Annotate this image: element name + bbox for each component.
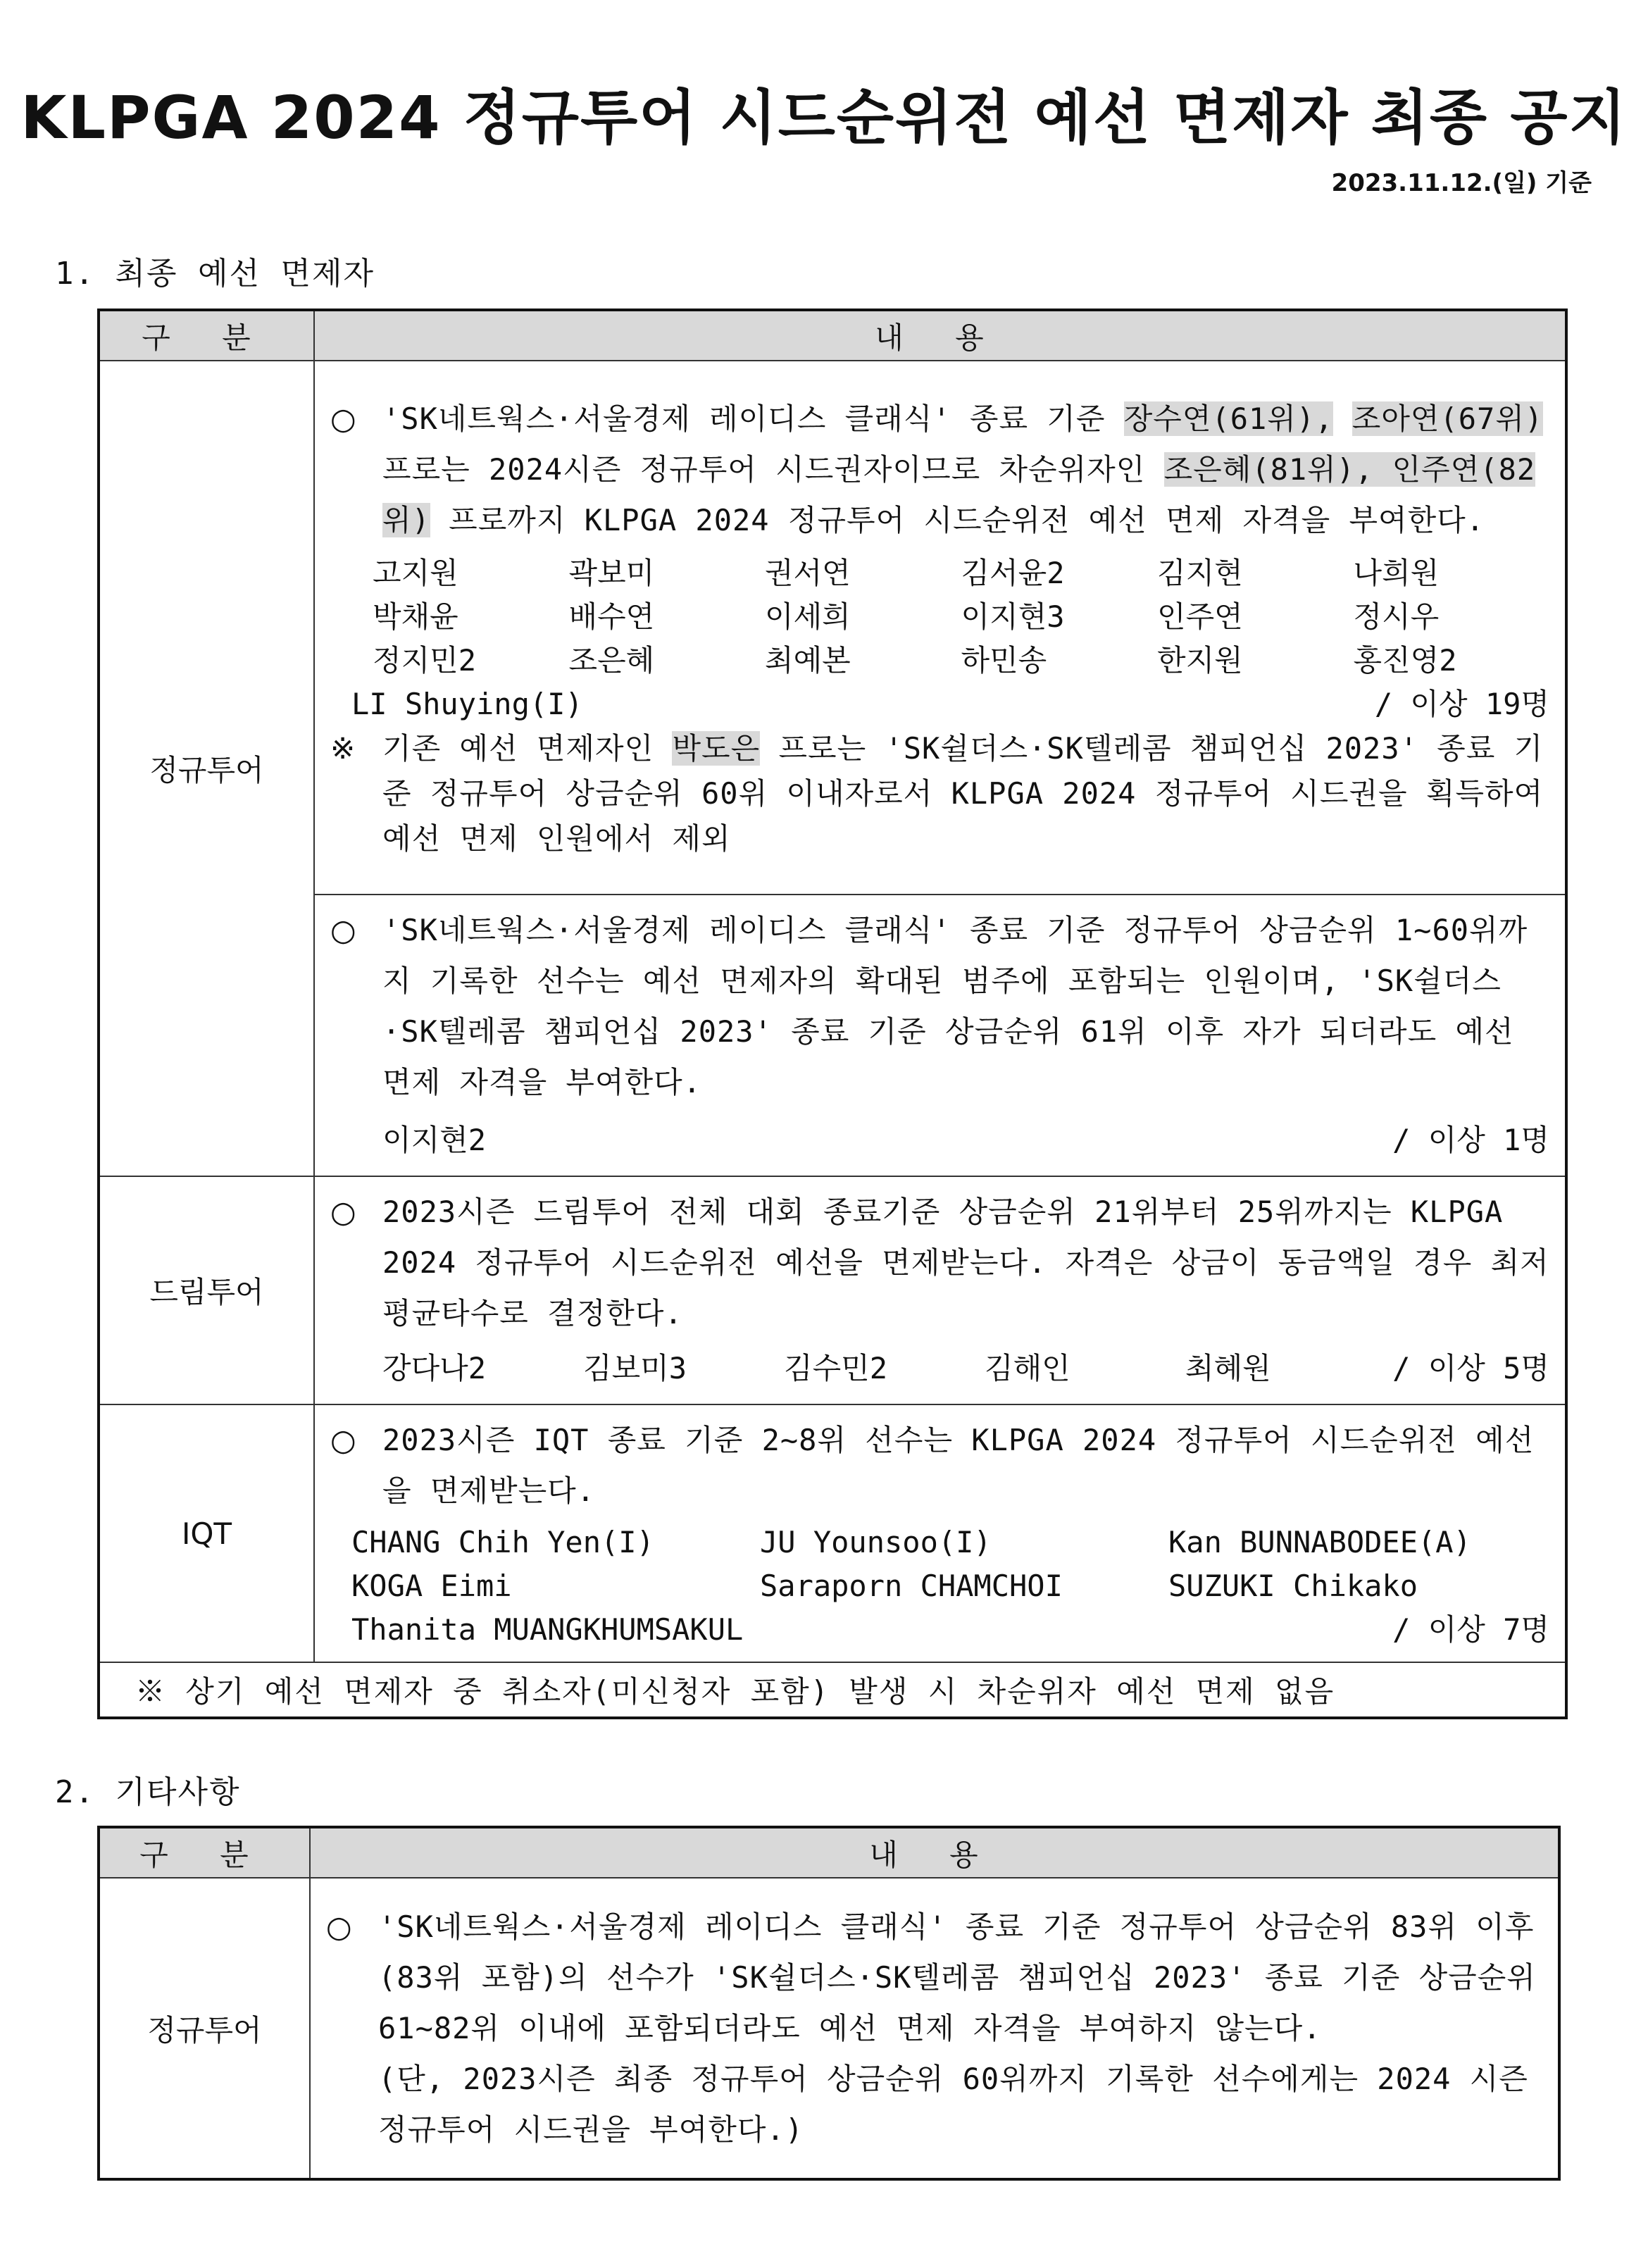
circle-bullet: ○ [330,913,356,947]
player-name: CHANG Chih Yen(I) [351,1525,654,1559]
category-dream-tour: 드림투어 [99,1176,314,1404]
player-name: 이지현2 [382,1123,487,1157]
player-name: LI Shuying(I) [351,687,583,721]
count-label: / 이상 7명 [1392,1612,1549,1647]
player-name: 권서연 [765,556,851,590]
dream-paragraph: 2023시즌 드림투어 전체 대회 종료기준 상금순위 21위부터 25위까지는 KLPGA 2024 정규투어 시드순위전 예선을 면제받는다. 자격은 상금이 동금액일 경우 최저 평균타수로 결정한다. [382,1195,1568,1331]
highlight-name: 조아연(67위) [1352,401,1544,436]
dream-tour-content [314,1176,1566,1404]
player-name: 최혜원 [1185,1351,1271,1385]
player-name: SUZUKI Chikako [1168,1569,1418,1603]
player-name: 곽보미 [568,556,655,590]
player-name: 박채윤 [373,599,458,634]
player-name: 김보미3 [583,1351,687,1385]
player-name: Saraporn CHAMCHOI [760,1569,1063,1603]
circle-bullet: ○ [330,401,356,436]
iqt-content [314,1404,1566,1662]
player-name: Thanita MUANGKHUMSAKUL [351,1612,744,1647]
other-notes-paragraph: 'SK네트웍스·서울경제 레이디스 클래식' 종료 기준 정규투어 상금순위 83위 이후(83위 포함)의 선수가 'SK쉴더스·SK텔레콤 챔피언십 2023' 종료 기준 상금순위 61~82위 이내에 포함되더라도 예선 면제 자격을 부여하지 않는다. (단, 2023시즌 최종 정규투어 상금순위 60위까지 기록한 선수에게는 2024 시즌 정규투어 시드권을 부여한다.) [378,1909,1555,2147]
reference-date: 2023.11.12.(일) 기준 [1331,169,1592,197]
regular-paragraph-2: 'SK네트웍스·서울경제 레이디스 클래식' 종료 기준 정규투어 상금순위 1~60위까지 기록한 선수는 예선 면제자의 확대된 범주에 포함되는 인원이며, 'SK쉴더스·SK텔레콤 챔피언십 2023' 종료 기준 상금순위 61위 이후 자가 되더라도 예선 면제 자격을 부여한다. [382,913,1532,1099]
player-name: 이지현3 [961,599,1065,634]
dream-tour-row [99,1176,1566,1404]
exemption-table [97,309,1568,1719]
header-category: 구 분 [99,310,314,361]
iqt-row [99,1404,1566,1662]
category-regular-tour: 정규투어 [99,361,314,1176]
count-label: / 이상 19명 [1374,687,1549,721]
regular-tour-content [314,361,1566,895]
category-iqt: IQT [99,1404,314,1662]
player-name: 홍진영2 [1353,643,1457,678]
regular-tour-row-1 [99,361,1566,895]
other-notes-content [310,1878,1559,2179]
player-name: 정지민2 [373,643,477,678]
regular-tour-row [99,1878,1559,2179]
other-notes-table [97,1826,1561,2181]
player-name: 이세희 [765,599,851,634]
footnote-row [99,1662,1566,1718]
page-title: KLPGA 2024 정규투어 시드순위전 예선 면제자 최종 공지 [20,83,1628,152]
player-name: 최예본 [765,643,851,678]
regular-note: 기존 예선 면제자인 박도은 프로는 'SK쉴더스·SK텔레콤 챔피언십 2023' 종료 기준 정규투어 상금순위 60위 이내자로서 KLPGA 2024 정규투어 시드권을 획득하여 예선 면제 인원에서 제외 [382,731,1562,856]
regular-tour-row-2 [99,895,1566,1176]
note-mark: ※ [330,731,356,766]
section2-heading: 2. 기타사항 [55,1774,241,1810]
highlight-name: 조은혜(81위), 인주연(82위) [382,452,1536,537]
table-header-row [99,310,1566,361]
count-label: / 이상 5명 [1392,1351,1549,1385]
player-name: 강다나2 [382,1351,487,1385]
footnote: ※ 상기 예선 면제자 중 취소자(미신청자 포함) 발생 시 차순위자 예선 면제 없음 [99,1662,1566,1718]
circle-bullet: ○ [326,1909,352,1944]
player-name: 인주연 [1157,599,1243,634]
player-name: 김수민2 [784,1351,888,1385]
circle-bullet: ○ [330,1195,356,1229]
player-name: 김해인 [985,1351,1070,1385]
header-content: 내 용 [310,1827,1559,1878]
player-name: 하민송 [961,643,1047,678]
count-label: / 이상 1명 [1392,1123,1549,1157]
parenthetical-note: (단, 2023시즌 최종 정규투어 상금순위 60위까지 기록한 선수에게는 2024 시즌 정규투어 시드권을 부여한다.) [378,2061,1547,2147]
player-name: 나희원 [1353,556,1440,590]
player-name: KOGA Eimi [351,1569,512,1603]
iqt-paragraph: 2023시즌 IQT 종료 기준 2~8위 선수는 KLPGA 2024 정규투어 시드순위전 예선을 면제받는다. [382,1423,1535,1508]
player-name: 김지현 [1157,556,1243,590]
circle-bullet: ○ [330,1423,356,1457]
player-name: 고지원 [373,556,458,590]
player-name: JU Younsoo(I) [760,1525,992,1559]
player-name: 정시우 [1353,599,1440,634]
section1-heading: 1. 최종 예선 면제자 [55,256,375,292]
table-header-row [99,1827,1559,1878]
player-name: 배수연 [568,599,655,634]
highlight-name: 장수연(61위), [1123,401,1334,436]
regular-tour-expanded-content [314,895,1566,1176]
player-name: Kan BUNNABODEE(A) [1168,1525,1471,1559]
player-name: 조은혜 [568,643,655,678]
header-category: 구 분 [99,1827,310,1878]
iqt-names [351,1521,1549,1608]
player-name: 한지원 [1157,643,1243,678]
regular-exempt-names [330,552,1549,683]
highlight-name: 박도은 [672,731,761,766]
player-name: 김서윤2 [961,556,1065,590]
category-regular-tour: 정규투어 [99,1878,310,2179]
header-content: 내 용 [314,310,1566,361]
regular-paragraph-1: 'SK네트웍스·서울경제 레이디스 클래식' 종료 기준 장수연(61위), 조아연(67위) 프로는 2024시즌 정규투어 시드권자이므로 차순위자인 조은혜(81위), 인주연(82위) 프로까지 KLPGA 2024 정규투어 시드순위전 예선 면제 자격을 부여한다. [382,401,1562,537]
